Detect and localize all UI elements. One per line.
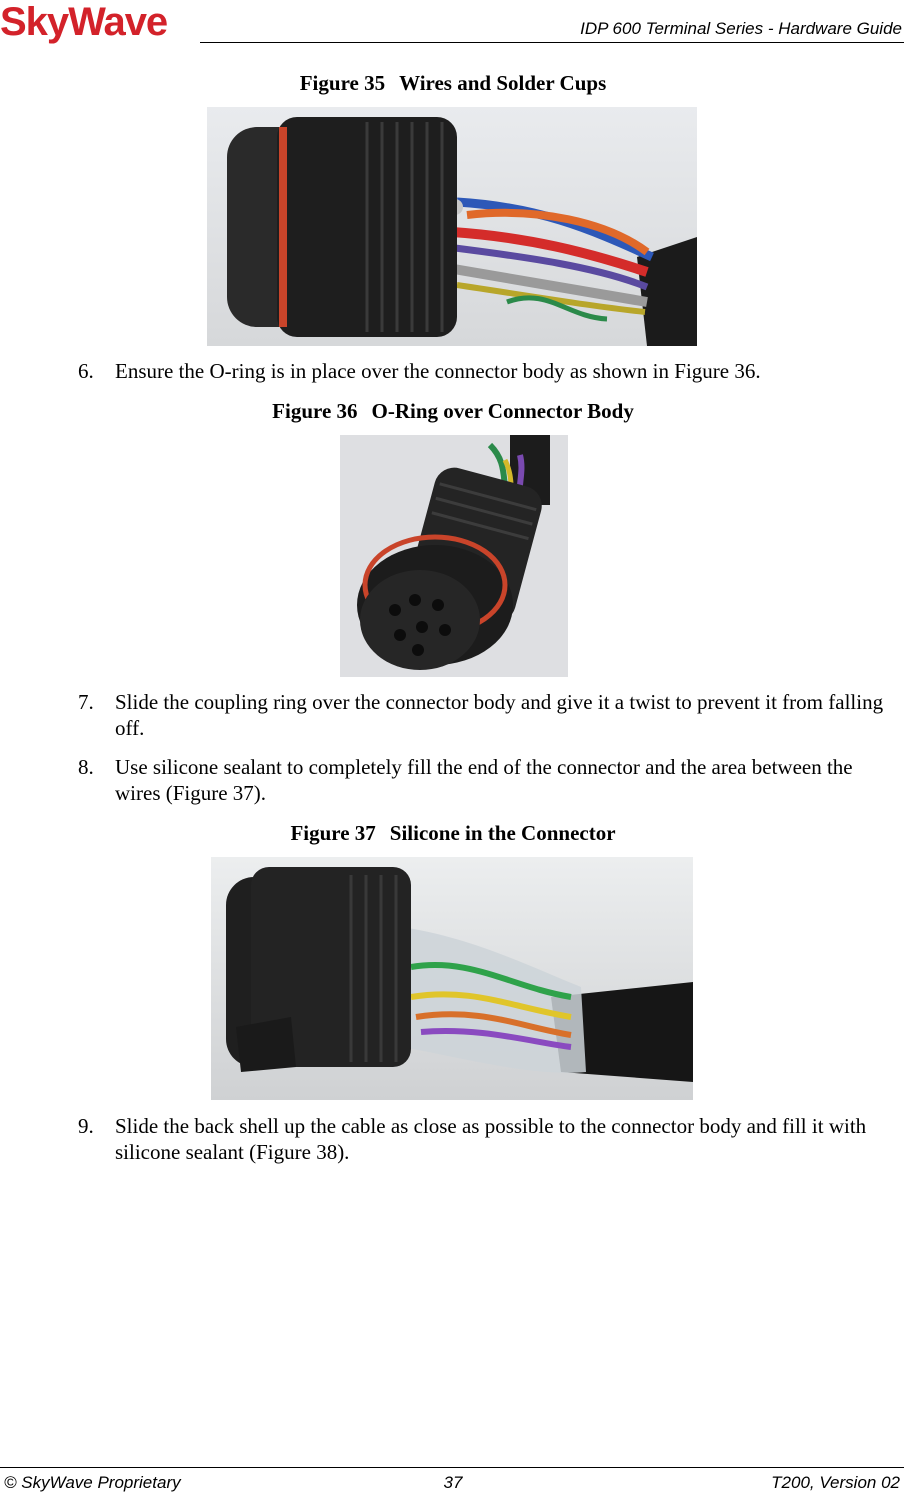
figure-title: O-Ring over Connector Body [371, 399, 634, 423]
step-text: Ensure the O-ring is in place over the connector body as shown in Figure 36. [115, 359, 761, 383]
silicone-connector-photo [211, 857, 693, 1100]
footer-rule [0, 1467, 904, 1468]
step-number: 9. [78, 1114, 94, 1138]
figure-36-photo [340, 435, 568, 677]
step-text: Slide the back shell up the cable as close as possible to the connector body and fill it with silicone sealant (Figure 38). [115, 1114, 867, 1164]
step-7 [78, 689, 890, 741]
header-title: IDP 600 Terminal Series - Hardware Guide [580, 19, 902, 38]
step-8 [78, 754, 890, 806]
step-9 [78, 1113, 890, 1165]
figure-36-caption [0, 398, 906, 424]
step-number: 7. [78, 690, 94, 714]
step-text: Use silicone sealant to completely fill the end of the connector and the area between the wires (Figure 37). [115, 755, 853, 805]
figure-35-caption [0, 70, 906, 96]
header-rule [200, 42, 904, 43]
figure-title: Silicone in the Connector [389, 821, 616, 845]
figure-number: Figure 36 [272, 399, 358, 423]
connector-wires-photo [207, 107, 697, 346]
figure-number: Figure 35 [299, 71, 386, 95]
figure-title: Wires and Solder Cups [399, 71, 607, 95]
step-6 [78, 358, 890, 384]
step-text: Slide the coupling ring over the connector body and give it a twist to prevent it from falling off. [115, 690, 884, 740]
figure-37-photo [211, 857, 693, 1100]
footer-version: T200, Version 02 [771, 1473, 900, 1492]
footer-copyright: © SkyWave Proprietary [4, 1473, 181, 1492]
oring-connector-photo [340, 435, 568, 677]
figure-number: Figure 37 [290, 821, 376, 845]
step-number: 6. [78, 359, 94, 383]
step-number: 8. [78, 755, 94, 779]
figure-35-photo [207, 107, 697, 346]
skywave-logo: SkyWave [0, 0, 168, 44]
figure-37-caption [0, 820, 906, 846]
page-number: 37 [443, 1473, 463, 1492]
